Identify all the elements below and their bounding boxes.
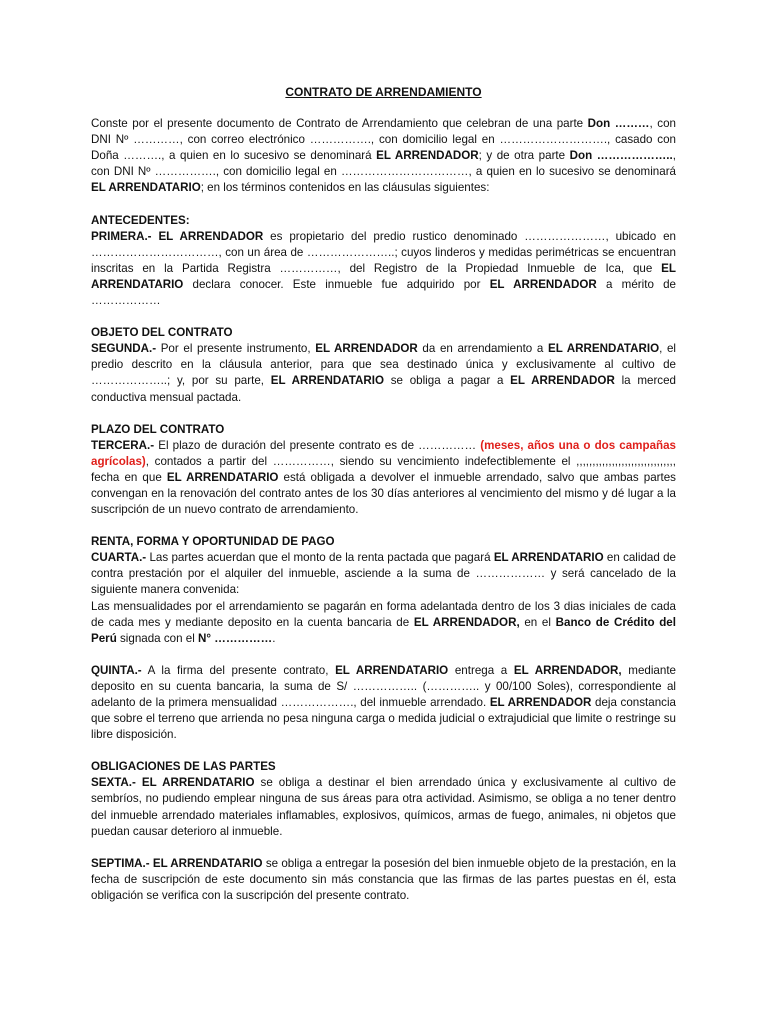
text-run: signada con el (116, 631, 198, 645)
text-run: se obliga a destinar el bien arrendado única y exclusivamente al cultivo de sembríos, no pudiendo emplear ninguna de sus áreas para otra actividad. Asimismo, se obliga a no tener dentro del inmueble arrendado materiales inflamables, explosivos, químicos, armas de fuego, animales, ni objetos que puedan causar deterioro al inmueble. (91, 776, 676, 838)
clause-section (91, 663, 676, 743)
text-run: da en arrendamiento a (417, 342, 548, 356)
clause-section (91, 534, 676, 647)
text-run: la merced conductiva mensual pactada. (91, 374, 676, 404)
clause-section (91, 422, 676, 519)
text-run: está obligada a devolver el inmueble arrendado, salvo que ambas partes convengan en la renovación del contrato antes de los 30 días anteriores al vencimiento del mismo y dé lugar a la suscripción de un nuevo contrato de arrendamiento. (91, 470, 676, 517)
bold-text: SEGUNDA.- (91, 342, 157, 356)
text-run: deja constancia que sobre el terreno que arrienda no pesa ninguna carga o medida judicial o extrajudicial que limite o restringe su libre disposición. (91, 696, 676, 742)
clause-paragraph (91, 341, 676, 405)
text-run: Por el presente instrumento, (156, 342, 316, 356)
clause-section (91, 213, 676, 310)
bold-text: EL ARRENDATARIO (270, 374, 384, 388)
clause-paragraph (91, 229, 676, 309)
bold-text: EL ARRENDATARIO (547, 342, 660, 356)
bold-text: EL ARRENDATARIO (91, 261, 676, 291)
bold-text: EL ARRENDADOR (376, 149, 479, 163)
bold-text: EL ARRENDATARIO (91, 181, 201, 195)
section-spacer (91, 518, 676, 534)
bold-text: EL ARRENDATARIO (493, 551, 604, 565)
section-heading: RENTA, FORMA Y OPORTUNIDAD DE PAGO (91, 535, 335, 549)
section-spacer (91, 309, 676, 325)
clause-paragraph (91, 599, 676, 647)
clause-section (91, 759, 676, 839)
clause-section (91, 325, 676, 405)
bold-text: TERCERA.- (91, 438, 155, 452)
text-run: entrega a (448, 663, 514, 677)
text-run: se obliga a pagar a (383, 374, 511, 388)
bold-text: QUINTA.- (91, 663, 142, 677)
section-spacer (91, 743, 676, 759)
section-spacer (91, 647, 676, 663)
bold-text: EL ARRENDADOR (489, 277, 597, 291)
clause-paragraph (91, 438, 676, 518)
bold-text: SEPTIMA.- EL ARRENDATARIO (91, 856, 263, 870)
clause-paragraph (91, 550, 676, 598)
text-run: a mérito de ……………… (91, 277, 676, 308)
bold-text: N° …………… (198, 631, 273, 645)
text-run: declara conocer. Este inmueble fue adquirido por (183, 277, 490, 291)
bold-text: SEXTA.- EL ARRENDATARIO (91, 776, 255, 790)
section-heading: PLAZO DEL CONTRATO (91, 422, 225, 436)
section-spacer (91, 406, 676, 422)
text-run: ; en los términos contenidos en las cláusulas siguientes: (200, 181, 490, 195)
text-run: , con DNI Nº ……………., con domicilio legal en ……………………………, a quien en lo sucesivo se denominará (91, 149, 676, 179)
text-run: se obliga a entregar la posesión del bien inmueble objeto de la prestación, en la fecha de suscripción de este documento sin más constancia que las firmas de las partes puestas en él, esta obligación se verifica con la suscripción del presente contrato. (91, 856, 677, 902)
text-run: . (272, 631, 276, 645)
bold-text: CUARTA.- (91, 551, 147, 565)
text-run: , con DNI Nº …………, con correo electrónico ……………., con domicilio legal en ………………………., casado con Doña ………., a quien en lo sucesivo se denominará (91, 117, 676, 163)
bold-text: EL ARRENDADOR, (413, 615, 520, 629)
clause-section (91, 856, 676, 904)
section-heading: OBLIGACIONES DE LAS PARTES (91, 760, 276, 774)
bold-text: Banco de Crédito del Perú (91, 615, 676, 645)
section-spacer (91, 197, 676, 213)
text-run: mediante deposito en su cuenta bancaria, la suma de S/ …………….. (………….. y 00/100 Soles), correspondiente al adelanto de la primera mensualidad ………………., del inmueble arrendado. (91, 663, 676, 709)
text-run: Las partes acuerdan que el monto de la renta pactada que pagará (146, 551, 494, 565)
text-run: en el (519, 615, 556, 629)
text-run: , contados a partir del ……………, siendo su vencimiento indefectiblemente el ,,,,,,,,,,,,,,,,,,,,,,,,,,,,,,, fecha en que (91, 454, 676, 484)
text-run: Conste por el presente documento de Contrato de Arrendamiento que celebran de una parte (91, 117, 588, 131)
text-run: , el predio descrito en la cláusula anterior, para que sea destinado única y exclusivamente al cultivo de ………………..; y, por su parte, (91, 342, 676, 388)
bold-text: EL ARRENDADOR, (513, 663, 622, 677)
bold-text: EL ARRENDADOR (489, 696, 592, 709)
bold-text: EL ARRENDADOR (315, 342, 418, 356)
text-run: Las mensualidades por el arrendamiento se pagarán en forma adelantada dentro de los 3 dias iniciales de cada de cada mes y mediante deposito en la cuenta bancaria de (91, 599, 676, 629)
bold-text: EL ARRENDATARIO (166, 470, 279, 484)
section-heading: OBJETO DEL CONTRATO (91, 326, 233, 340)
section-spacer (91, 840, 676, 856)
document-page (91, 84, 676, 904)
bold-text: EL ARRENDADOR (510, 374, 615, 388)
bold-text: Don ……………….. (569, 149, 673, 163)
text-run: A la firma del presente contrato, (141, 663, 336, 677)
text-run: en calidad de contra prestación por el alquiler del inmueble, asciende a la suma de ……………… y será cancelado de la siguiente manera convenida: (91, 551, 676, 597)
document-title: CONTRATO DE ARRENDAMIENTO (285, 85, 482, 99)
text-run: El plazo de duración del presente contrato es de …………… (154, 438, 481, 452)
intro-paragraph (91, 116, 676, 196)
text-run: ; y de otra parte (478, 149, 570, 163)
bold-text: Don ……… (587, 117, 650, 131)
bold-text: PRIMERA.- EL ARRENDADOR (91, 229, 264, 243)
highlighted-text: (meses, años una o dos campañas agrícolas) (91, 438, 676, 468)
sections-container (91, 197, 676, 904)
clause-paragraph (91, 663, 676, 743)
text-run: es propietario del predio rustico denominado …………………, ubicado en ……………………………, con un área de …………………..; cuyos linderos y medidas perimétricas se encuentran inscritas en la Partida Registra ……………, del Registro de la Propiedad Inmueble de Ica, que (91, 229, 676, 275)
clause-paragraph (91, 775, 676, 839)
bold-text: EL ARRENDATARIO (335, 663, 449, 677)
section-heading: ANTECEDENTES: (91, 213, 190, 227)
clause-paragraph (91, 856, 676, 904)
